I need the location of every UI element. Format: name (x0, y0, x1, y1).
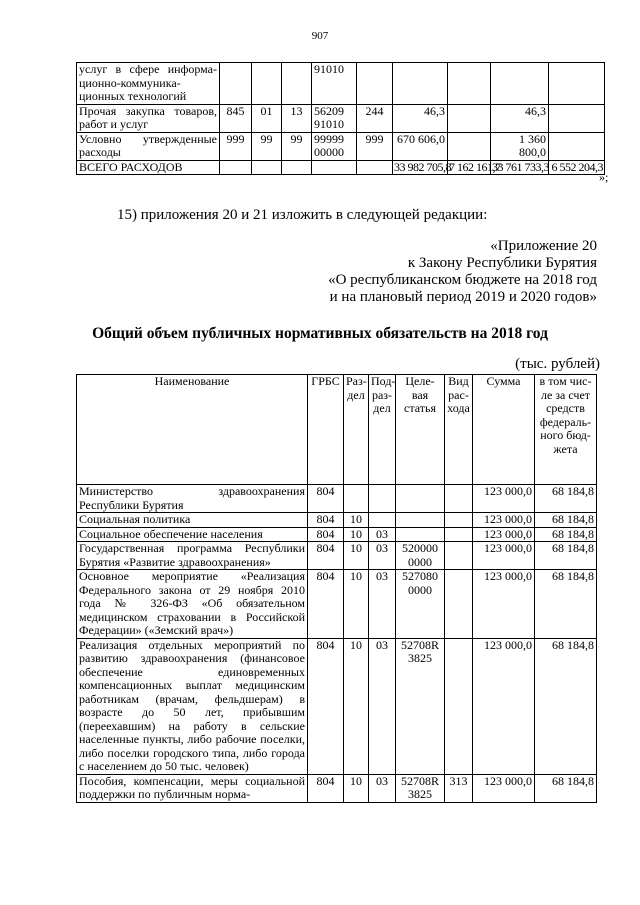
cell-fed2019 (448, 132, 491, 160)
cell-razdel (252, 63, 282, 105)
cell-csr (396, 485, 445, 513)
cell-csr: 520000 0000 (396, 542, 445, 570)
cell-fed: 68 184,8 (535, 513, 597, 528)
header-grbs: ГРБС (308, 375, 344, 485)
cell-razdel: 99 (252, 132, 282, 160)
cell-name: Прочая закупка товаров, работ и услуг (77, 104, 220, 132)
cell-name: Условно утвержденные расходы (77, 132, 220, 160)
budget-table-continued (76, 62, 605, 175)
units-label: (тыс. рублей) (515, 356, 600, 372)
table-header-row (77, 375, 597, 485)
document-title: Общий объем публичных нормативных обязательств на 2018 год (92, 325, 548, 342)
table-row (77, 513, 597, 528)
table-row (77, 132, 605, 160)
cell-sum2020: 1 360 800,0 (491, 132, 549, 160)
cell-name: услуг в сфере информа-ционно-коммуника-ционных технологий (77, 63, 220, 105)
cell-podrazdel: 03 (369, 542, 396, 570)
cell-csr: 56209 91010 (312, 104, 357, 132)
cell-vr: 999 (357, 132, 393, 160)
cell-fed2019 (448, 63, 491, 105)
cell-name: Основное мероприятие «Реализация Федерального закона от 29 ноября 2010 года № 326-ФЗ «Об обязательном медицинском страховании в Российской Федерации» («Земский врач») (77, 570, 308, 639)
cell-name: Социальная политика (77, 513, 308, 528)
cell-razdel: 10 (344, 570, 369, 639)
cell-sum: 123 000,0 (473, 513, 535, 528)
cell-grbs: 804 (308, 513, 344, 528)
cell-name: Государственная программа Республики Бурятия «Развитие здравоохранения» (77, 542, 308, 570)
cell-podrazdel: 13 (282, 104, 312, 132)
header-fed: в том чис-ле за счет средств федераль-ного бюд-жета (535, 375, 597, 485)
cell-sum: 123 000,0 (473, 485, 535, 513)
cell-razdel: 10 (344, 527, 369, 542)
cell-grbs: 845 (220, 104, 252, 132)
cell-fed: 68 184,8 (535, 774, 597, 802)
annex-line-2: к Закону Республики Бурятия (407, 255, 597, 271)
cell-grbs: 804 (308, 638, 344, 774)
cell-vr (357, 63, 393, 105)
table-row (77, 104, 605, 132)
cell-csr (396, 513, 445, 528)
cell-sum2019 (393, 63, 448, 105)
cell-vr: 313 (445, 774, 473, 802)
table-row (77, 160, 605, 175)
cell-razdel: 10 (344, 542, 369, 570)
cell-name: ВСЕГО РАСХОДОВ (77, 160, 220, 175)
cell-sum: 123 000,0 (473, 638, 535, 774)
cell-grbs: 999 (220, 132, 252, 160)
cell-vr (357, 160, 393, 175)
header-podrazdel: Под-раз-дел (369, 375, 396, 485)
cell-podrazdel: 03 (369, 570, 396, 639)
cell-podrazdel: 99 (282, 132, 312, 160)
point-15-text: 15) приложения 20 и 21 изложить в следующей редакции: (117, 207, 488, 223)
cell-csr: 52708R 3825 (396, 774, 445, 802)
cell-grbs (220, 160, 252, 175)
cell-sum: 123 000,0 (473, 570, 535, 639)
cell-podrazdel (369, 513, 396, 528)
cell-sum: 123 000,0 (473, 527, 535, 542)
closing-quote: »; (599, 170, 609, 184)
cell-fed2020: 6 552 204,3 (549, 160, 605, 175)
cell-grbs: 804 (308, 542, 344, 570)
cell-csr (396, 527, 445, 542)
cell-grbs: 804 (308, 570, 344, 639)
cell-vr (445, 638, 473, 774)
header-sum: Сумма (473, 375, 535, 485)
cell-podrazdel: 03 (369, 774, 396, 802)
cell-vr: 244 (357, 104, 393, 132)
cell-sum2019: 46,3 (393, 104, 448, 132)
cell-razdel (252, 160, 282, 175)
table-row (77, 485, 597, 513)
cell-sum: 123 000,0 (473, 774, 535, 802)
cell-name: Реализация отдельных мероприятий по развитию здравоохранения (финансовое обеспечение единовременных компенсационных выплат медицинским работникам (врачам, фельдшерам) в возрасте до 50 лет, прибывшим (переехавшим) на работу в сельские населенные пункты, либо рабочие поселки, либо поселки городского типа, либо города с населением до 50 тыс. человек) (77, 638, 308, 774)
cell-name: Социальное обеспечение населения (77, 527, 308, 542)
cell-podrazdel (282, 63, 312, 105)
cell-podrazdel (369, 485, 396, 513)
annex-line-1: «Приложение 20 (490, 238, 597, 254)
cell-vr (445, 485, 473, 513)
cell-vr (445, 513, 473, 528)
annex-line-3: «О республиканском бюджете на 2018 год (328, 272, 597, 288)
cell-sum2019: 670 606,0 (393, 132, 448, 160)
cell-fed: 68 184,8 (535, 542, 597, 570)
cell-vr (445, 542, 473, 570)
cell-sum2020: 33 761 733,3 (492, 159, 549, 174)
table-row (77, 638, 597, 774)
cell-fed: 68 184,8 (535, 570, 597, 639)
header-razdel: Раз-дел (344, 375, 369, 485)
table-row (77, 63, 605, 105)
header-csr: Целе-вая статья (396, 375, 445, 485)
annex-header (328, 238, 597, 306)
header-vr: Вид рас-хода (445, 375, 473, 485)
cell-grbs: 804 (308, 527, 344, 542)
cell-fed2020 (549, 63, 605, 105)
cell-name: Пособия, компенсации, меры социальной поддержки по публичным норма- (77, 774, 308, 802)
cell-vr (445, 527, 473, 542)
cell-name: Министерство здравоохранения Республики Бурятия (77, 485, 308, 513)
cell-fed2019: 7 162 161,7 (449, 159, 501, 174)
cell-grbs: 804 (308, 774, 344, 802)
cell-sum2020 (491, 63, 549, 105)
cell-csr: 99999 00000 (312, 132, 357, 160)
cell-razdel: 10 (344, 774, 369, 802)
cell-razdel: 10 (344, 638, 369, 774)
cell-csr: 527080 0000 (396, 570, 445, 639)
cell-fed: 68 184,8 (535, 485, 597, 513)
cell-podrazdel (282, 160, 312, 175)
table-row (77, 527, 597, 542)
table-row (77, 542, 597, 570)
cell-razdel (344, 485, 369, 513)
table-row (77, 570, 597, 639)
table-row (77, 774, 597, 802)
cell-csr: 91010 (312, 63, 357, 105)
cell-podrazdel: 03 (369, 527, 396, 542)
cell-csr (312, 160, 357, 175)
cell-sum: 123 000,0 (473, 542, 535, 570)
cell-fed2020 (549, 132, 605, 160)
cell-grbs (220, 63, 252, 105)
cell-sum2019: 33 982 705,8 (394, 159, 451, 174)
cell-fed2019 (448, 104, 491, 132)
cell-fed2020 (549, 104, 605, 132)
cell-razdel: 01 (252, 104, 282, 132)
cell-csr: 52708R 3825 (396, 638, 445, 774)
cell-fed: 68 184,8 (535, 638, 597, 774)
cell-vr (445, 570, 473, 639)
obligations-table (76, 374, 597, 803)
cell-fed: 68 184,8 (535, 527, 597, 542)
page-number: 907 (311, 30, 329, 42)
annex-line-4: и на плановый период 2019 и 2020 годов» (329, 289, 597, 305)
cell-grbs: 804 (308, 485, 344, 513)
cell-podrazdel: 03 (369, 638, 396, 774)
cell-razdel: 10 (344, 513, 369, 528)
header-name: Наименование (77, 375, 308, 485)
cell-sum2020: 46,3 (491, 104, 549, 132)
